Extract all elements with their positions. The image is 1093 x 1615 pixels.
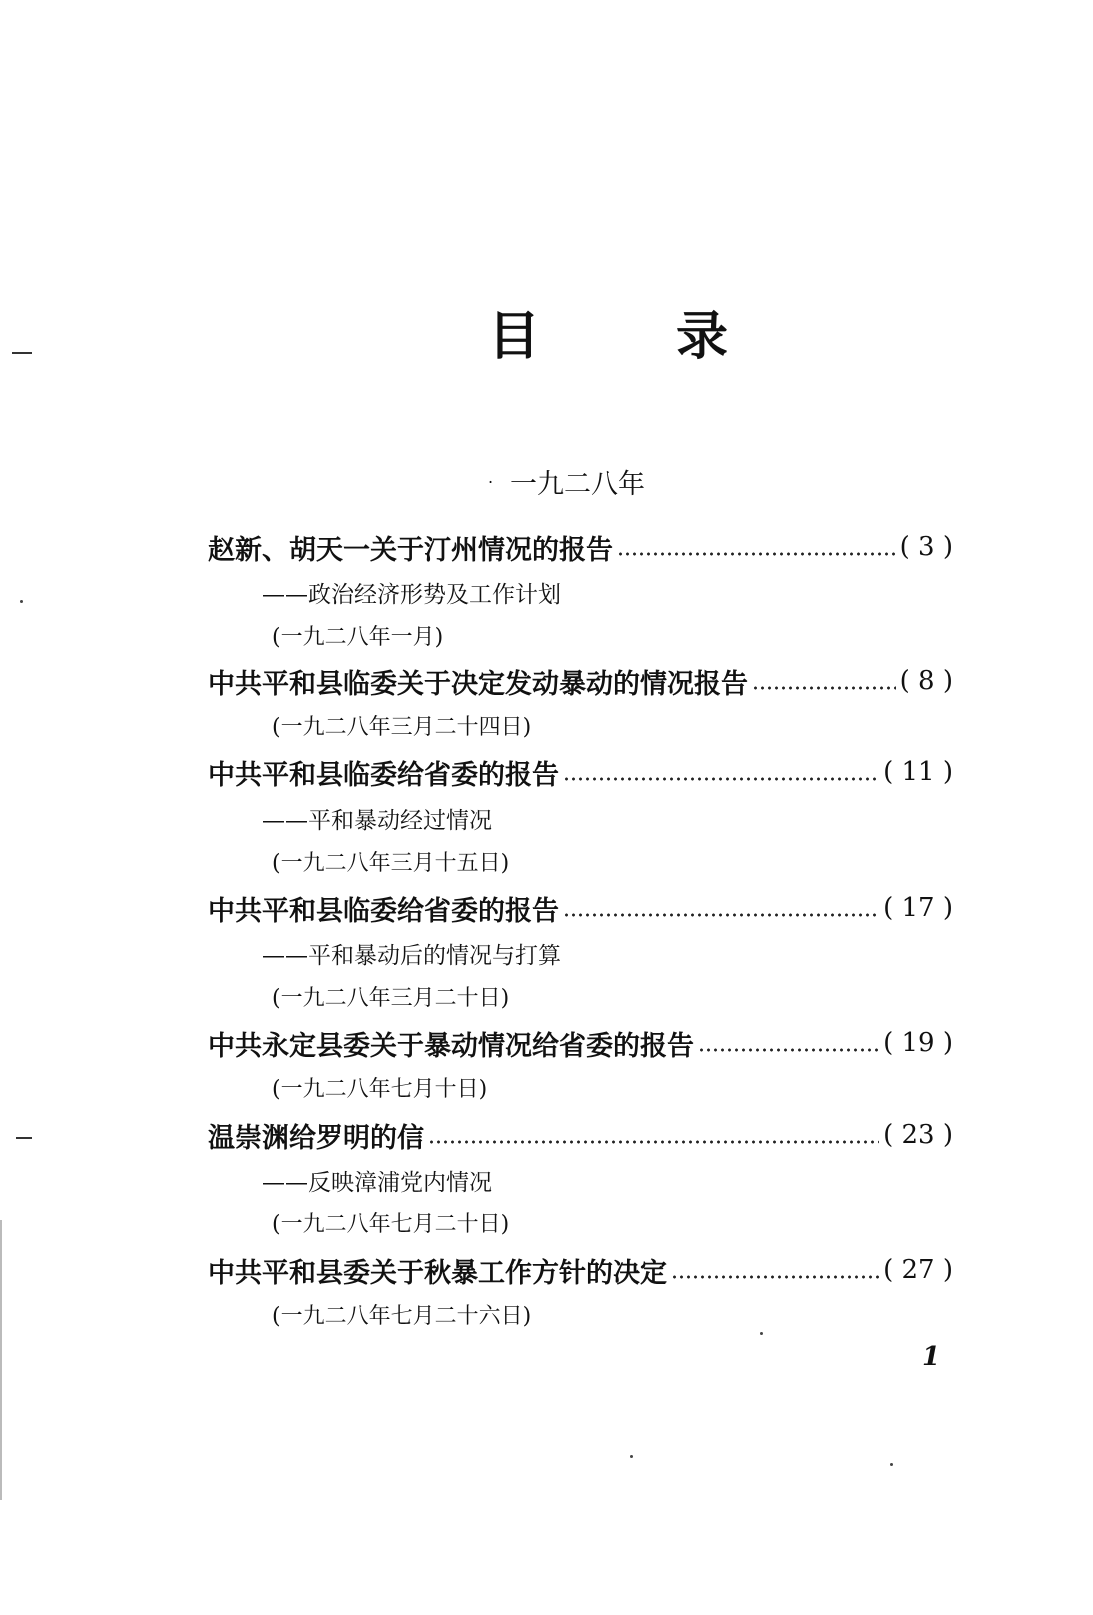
toc-entry[interactable] <box>208 527 953 567</box>
stray-dot: . <box>488 468 494 487</box>
toc-entry-page: ( 8 ) <box>899 666 953 696</box>
page-title-char-1: 目 <box>488 306 541 367</box>
toc-entry-page: ( 19 ) <box>883 1028 953 1058</box>
dot-leader <box>617 552 896 556</box>
dot-leader <box>563 777 879 781</box>
toc-entry-title: 中共平和县临委给省委的报告 <box>208 895 559 927</box>
toc-entry[interactable] <box>208 752 953 792</box>
page-title <box>488 296 728 366</box>
dot-leader <box>752 686 896 690</box>
toc-entry-date: (一九二八年三月二十日) <box>272 986 510 1011</box>
toc-entry-subtitle: ——反映漳浦党内情况 <box>262 1170 492 1196</box>
toc-entry-page: ( 17 ) <box>883 893 953 923</box>
toc-entry-subtitle: ——平和暴动后的情况与打算 <box>262 943 561 969</box>
toc-entry-date: (一九二八年七月二十日) <box>272 1212 510 1237</box>
toc-entry-subtitle: ——政治经济形势及工作计划 <box>262 582 561 608</box>
toc-entry[interactable] <box>208 661 953 701</box>
dot-leader <box>563 913 879 917</box>
toc-entry-title: 中共平和县临委给省委的报告 <box>208 759 559 791</box>
toc-entry-date: (一九二八年一月) <box>272 625 444 650</box>
toc-entry-date: (一九二八年三月十五日) <box>272 851 510 876</box>
toc-entry-page: ( 11 ) <box>883 757 953 787</box>
page-number: 1 <box>922 1342 941 1372</box>
scan-edge-line <box>0 1220 2 1500</box>
toc-entry-subtitle: ——平和暴动经过情况 <box>262 808 492 834</box>
toc-entry-title: 中共平和县临委关于决定发动暴动的情况报告 <box>208 668 748 700</box>
toc-entry-title: 温崇渊给罗明的信 <box>208 1122 424 1154</box>
margin-tick <box>16 1137 32 1139</box>
dot-leader <box>698 1048 879 1052</box>
section-heading <box>488 462 645 501</box>
dot-leader <box>671 1275 879 1279</box>
dot-leader <box>428 1140 879 1144</box>
toc-entry[interactable] <box>208 888 953 928</box>
toc-entry[interactable] <box>208 1023 953 1063</box>
section-heading-text: 一九二八年 <box>510 469 645 500</box>
toc-entry[interactable] <box>208 1250 953 1290</box>
toc-entry-page: ( 27 ) <box>883 1255 953 1285</box>
toc-entry-title: 中共平和县委关于秋暴工作方针的决定 <box>208 1257 667 1289</box>
toc-entry-title: 赵新、胡天一关于汀州情况的报告 <box>208 534 613 566</box>
speck <box>890 1463 893 1466</box>
toc-entry-date: (一九二八年三月二十四日) <box>272 715 532 740</box>
speck <box>630 1455 633 1458</box>
speck <box>20 600 23 603</box>
toc-entry-page: ( 3 ) <box>899 532 953 562</box>
toc-entry[interactable] <box>208 1115 953 1155</box>
margin-tick <box>12 352 32 354</box>
toc-entry-page: ( 23 ) <box>883 1120 953 1150</box>
page-title-char-2: 录 <box>675 306 728 367</box>
toc-entry-title: 中共永定县委关于暴动情况给省委的报告 <box>208 1030 694 1062</box>
toc-entry-date: (一九二八年七月十日) <box>272 1077 488 1102</box>
speck <box>760 1332 763 1335</box>
toc-entry-date: (一九二八年七月二十六日) <box>272 1304 532 1329</box>
